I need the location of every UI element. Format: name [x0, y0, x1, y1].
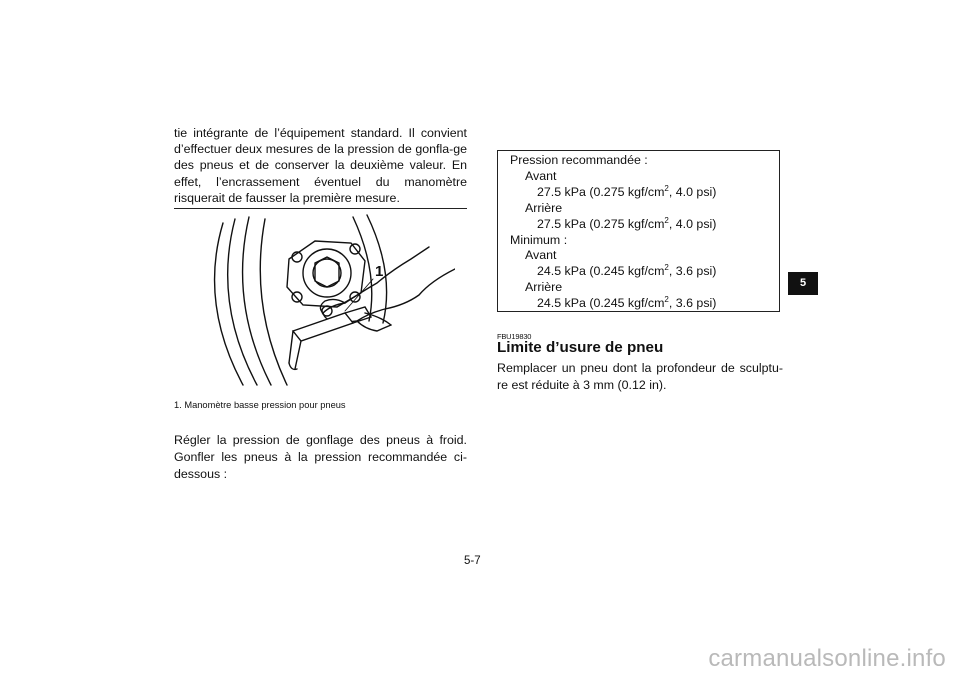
- minimum-rear-label: Arrière: [525, 280, 563, 295]
- minimum-rear-value: 24.5 kPa (0.245 kgf/$cm^2$, 3.6 psi): [537, 295, 717, 311]
- minimum-front-label: Avant: [525, 248, 557, 263]
- watermark: carmanualsonline.info: [708, 645, 946, 672]
- intro-text: tie intégrante de l’équipement standard. Il convient d’effectuer deux mesures de la pression de gonfla-ge des pneus et de conserver la deuxième valeur. En effet, l’encrassement éventuel du manomètre risquerait de fausser la première mesure.: [174, 126, 467, 205]
- recommended-rear-label: Arrière: [525, 200, 563, 215]
- page-number: 5-7: [464, 555, 481, 567]
- inflation-paragraph: [174, 432, 467, 482]
- callout-number: 1: [375, 263, 384, 280]
- section-code: FBU19830: [497, 332, 532, 341]
- minimum-title: Minimum :: [510, 232, 568, 247]
- section-heading: Limite d’usure de pneu: [497, 339, 664, 356]
- tire-gauge-illustration: [205, 213, 455, 388]
- pressure-spec-box: [497, 150, 780, 312]
- wear-limit-text: Remplacer un pneu dont la profondeur de sculptu-re est réduite à 3 mm (0.12 in).: [497, 361, 783, 392]
- wear-limit-paragraph: [497, 360, 783, 393]
- inflation-text: Régler la pression de gonflage des pneus à froid. Gonfler les pneus à la pression recommandée ci-dessous :: [174, 433, 467, 481]
- intro-paragraph: [174, 125, 467, 206]
- recommended-rear-value: 27.5 kPa (0.275 kgf/$cm^2$, 4.0 psi): [537, 215, 717, 231]
- recommended-title: Pression recommandée :: [510, 153, 648, 167]
- section-divider: [174, 208, 467, 209]
- figure-caption: 1. Manomètre basse pression pour pneus: [174, 400, 346, 410]
- recommended-front-label: Avant: [525, 168, 557, 183]
- chapter-tab: 5: [788, 272, 818, 295]
- minimum-front-value: 24.5 kPa (0.245 kgf/$cm^2$, 3.6 psi): [537, 263, 717, 279]
- recommended-front-value: 27.5 kPa (0.275 kgf/$cm^2$, 4.0 psi): [537, 183, 717, 199]
